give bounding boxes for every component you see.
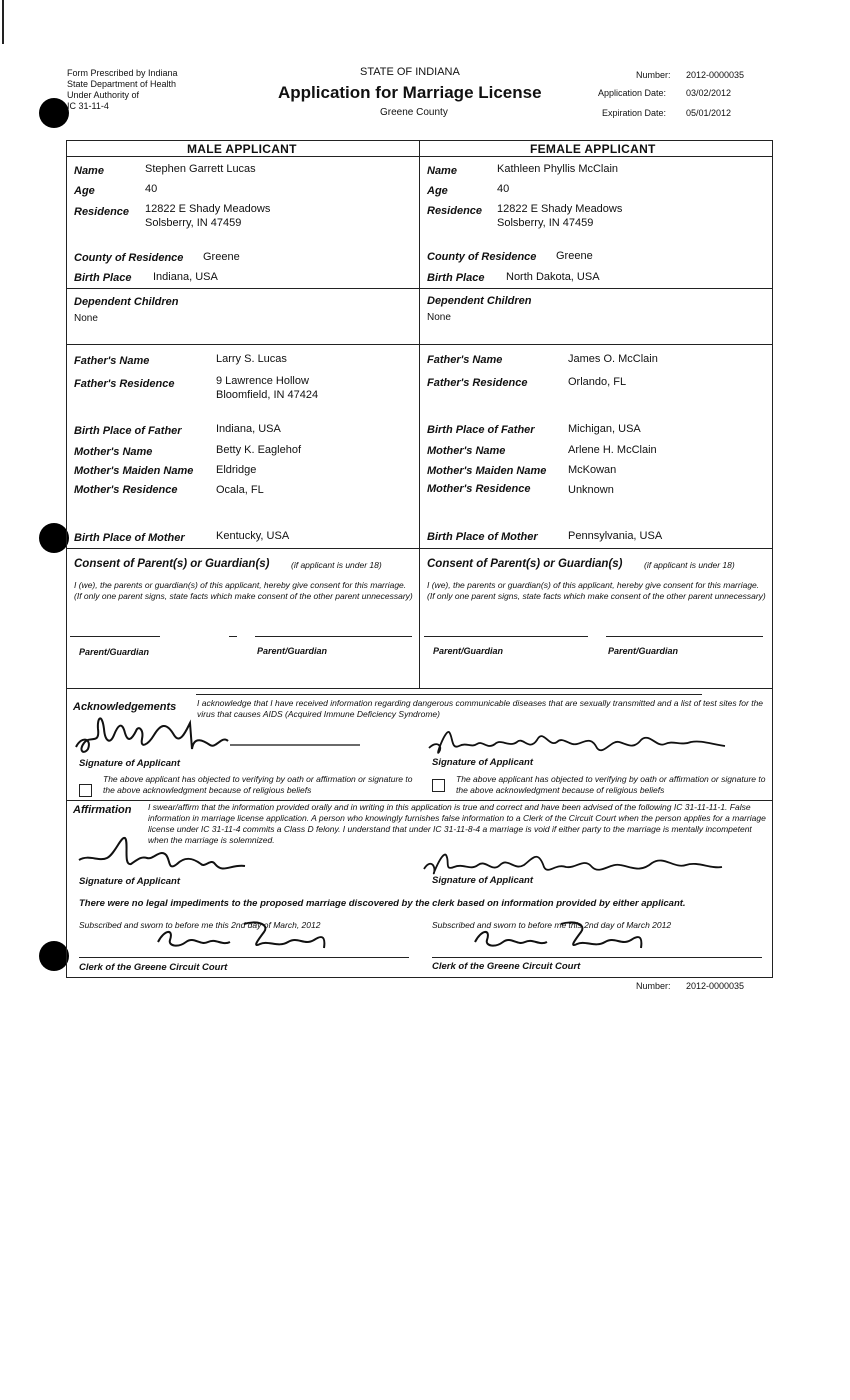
male-father-name-label: Father's Name [74,355,150,367]
form-info [67,68,178,112]
form-info-line: IC 31-11-4 [67,101,109,111]
male-age: 40 [145,183,158,195]
female-residence-line1: 12822 E Shady Meadows [497,203,623,215]
male-objection-checkbox[interactable] [79,784,92,797]
female-father-name: James O. McClain [568,353,658,365]
male-parent-label-2: Parent/Guardian [257,646,328,656]
app-date-label: Application Date: [598,88,667,98]
section-divider [66,288,772,289]
female-signature-1 [425,722,745,762]
male-residence-label: Residence [74,206,130,218]
female-county: Greene [556,250,593,262]
male-father-res-line2: Bloomfield, IN 47424 [216,389,319,401]
male-signature-1 [70,705,370,765]
male-signature-label-2: Signature of Applicant [79,876,180,887]
male-signature-2 [75,830,275,880]
male-birthplace-label: Birth Place [74,272,132,284]
female-signature-label-1: Signature of Applicant [432,757,533,768]
punch-hole-middle [39,523,69,553]
male-father-res-line1: 9 Lawrence Hollow [216,375,309,387]
female-subscribed-text: Subscribed and sworn to before me this 2nd day of March 2012 [432,920,672,930]
footer-number-label: Number: [636,981,671,991]
frame-bottom [66,977,773,978]
footer-number: 2012-0000035 [686,981,745,991]
male-consent-text: I (we), the parents or guardian(s) of this applicant, hereby give consent for this marriage. (If only one parent signs, state facts which make consent of the other parent unnecessary) [74,580,413,601]
female-clerk-signature [465,912,655,957]
female-age: 40 [497,183,510,195]
app-date: 03/02/2012 [686,88,732,98]
female-mother-name-label: Mother's Name [427,445,506,457]
number-label: Number: [636,70,671,80]
male-dependents: None [74,313,98,324]
license-number: 2012-0000035 [686,70,745,80]
male-consent-title: Consent of Parent(s) or Guardian(s) [74,558,270,570]
male-mother-birth: Kentucky, USA [216,530,290,542]
male-clerk-line [79,957,409,958]
section-divider [66,344,772,345]
ack-text: I acknowledge that I have received information regarding dangerous communicable diseases that are sexually transmitted and a list of test sites for the virus that causes AIDS (Acquired Immune Deficiency Syndrome) [197,698,764,719]
male-subscribed-text: Subscribed and sworn to before me this 2nd day of March, 2012 [79,920,321,930]
male-county: Greene [203,251,240,263]
male-birthplace: Indiana, USA [153,271,218,283]
female-parent-label-2: Parent/Guardian [608,646,679,656]
female-mother-birth-label: Birth Place of Mother [427,531,538,543]
punch-hole-bottom [39,941,69,971]
male-residence-line1: 12822 E Shady Meadows [145,203,271,215]
female-residence-label: Residence [427,205,483,217]
frame-left [66,140,67,977]
male-heading: MALE APPLICANT [187,142,297,156]
female-father-res-label: Father's Residence [427,377,528,389]
male-father-birth-label: Birth Place of Father [74,425,182,437]
female-consent-title: Consent of Parent(s) or Guardian(s) [427,558,623,570]
frame-right [772,140,773,977]
female-parent-line-1 [424,636,588,637]
male-mother-res-label: Mother's Residence [74,484,178,496]
female-mother-res-label: Mother's Residence [427,483,531,495]
heading-underline [66,156,772,157]
state-heading: STATE OF INDIANA [360,66,460,78]
male-county-label: County of Residence [74,252,184,264]
male-parent-label-1: Parent/Guardian [79,647,150,657]
male-mother-birth-label: Birth Place of Mother [74,532,185,544]
female-father-res-line1: Orlando, FL [568,376,627,388]
female-birthplace: North Dakota, USA [506,271,600,283]
no-impediments-statement: There were no legal impediments to the proposed marriage discovered by the clerk based on information provided by either applicant. [79,898,686,909]
male-mother-maiden: Eldridge [216,464,257,476]
male-parent-line-1 [70,636,160,637]
male-consent-note: (if applicant is under 18) [291,560,382,570]
female-birthplace-label: Birth Place [427,272,485,284]
female-mother-res: Unknown [568,484,614,496]
female-mother-maiden-label: Mother's Maiden Name [427,465,547,477]
page-title: Application for Marriage License [278,83,542,102]
female-father-birth: Michigan, USA [568,423,641,435]
female-residence-line2: Solsberry, IN 47459 [497,217,594,229]
female-name: Kathleen Phyllis McClain [497,163,619,175]
female-name-label: Name [427,165,457,177]
female-consent-text: I (we), the parents or guardian(s) of this applicant, hereby give consent for this marriage. (If only one parent signs, state facts which make consent of the other parent unnecessary) [427,580,766,601]
form-info-line: Form Prescribed by Indiana [67,68,178,78]
female-clerk-line [432,957,762,958]
female-consent-note: (if applicant is under 18) [644,560,735,570]
section-divider [66,800,772,801]
female-objection-checkbox[interactable] [432,779,445,792]
male-parent-line-2 [255,636,412,637]
male-father-name: Larry S. Lucas [216,353,287,365]
ack-rule [196,694,702,695]
male-father-birth: Indiana, USA [216,423,281,435]
female-heading: FEMALE APPLICANT [530,142,656,156]
female-dependents-label: Dependent Children [427,295,532,307]
male-objection-text: The above applicant has objected to verifying by oath or affirmation or signature to the above acknowledgment because of religious beliefs [103,774,413,795]
county-heading: Greene County [380,107,448,118]
male-mother-res: Ocala, FL [216,484,264,496]
female-dependents: None [427,312,451,323]
exp-date: 05/01/2012 [686,108,732,118]
male-name-label: Name [74,165,104,177]
male-residence-line2: Solsberry, IN 47459 [145,217,242,229]
punch-hole-top [39,98,69,128]
male-name: Stephen Garrett Lucas [145,163,256,175]
form-info-line: State Department of Health [67,79,177,89]
form-info-line: Under Authority of [67,90,140,100]
female-clerk-label: Clerk of the Greene Circuit Court [432,961,581,972]
male-mother-name-label: Mother's Name [74,446,153,458]
female-father-birth-label: Birth Place of Father [427,424,535,436]
affirmation-label: Affirmation [73,804,132,816]
female-parent-line-2 [606,636,763,637]
female-objection-text: The above applicant has objected to verifying by oath or affirmation or signature to the above acknowledgment because of religious beliefs [456,774,766,795]
male-mother-name: Betty K. Eaglehof [216,444,301,456]
ack-label: Acknowledgements [73,701,177,713]
male-age-label: Age [74,185,95,197]
female-parent-label-1: Parent/Guardian [433,646,504,656]
female-mother-birth: Pennsylvania, USA [568,530,663,542]
column-divider [419,140,420,688]
male-signature-label-1: Signature of Applicant [79,758,180,769]
male-mother-maiden-label: Mother's Maiden Name [74,465,194,477]
female-mother-name: Arlene H. McClain [568,444,657,456]
female-father-name-label: Father's Name [427,354,503,366]
section-divider [66,548,772,549]
exp-date-label: Expiration Date: [602,108,667,118]
female-mother-maiden: McKowan [568,464,617,476]
male-clerk-signature [148,912,338,957]
affirmation-text: I swear/affirm that the information provided orally and in writing in this application is true and correct and have been advised of the following IC 31-11-11-1. False information in marriage license application. A person who knowingly furnishes false information to a Clerk of the Circuit Court when the person applies for a marriage license under IC 31-11-4 commits a Class D felony. I understand that under IC 31-11-8-4 a marriage is void if either party to the marriage is mentally incompetent when the marriage is solemnized. [148,802,766,845]
female-signature-label-2: Signature of Applicant [432,875,533,886]
female-county-label: County of Residence [427,251,537,263]
scan-edge-mark [2,0,4,44]
male-clerk-label: Clerk of the Greene Circuit Court [79,962,228,973]
male-father-res-label: Father's Residence [74,378,175,390]
female-age-label: Age [427,185,448,197]
male-dependents-label: Dependent Children [74,296,179,308]
male-parent-dash [229,636,237,637]
section-divider [66,688,772,689]
